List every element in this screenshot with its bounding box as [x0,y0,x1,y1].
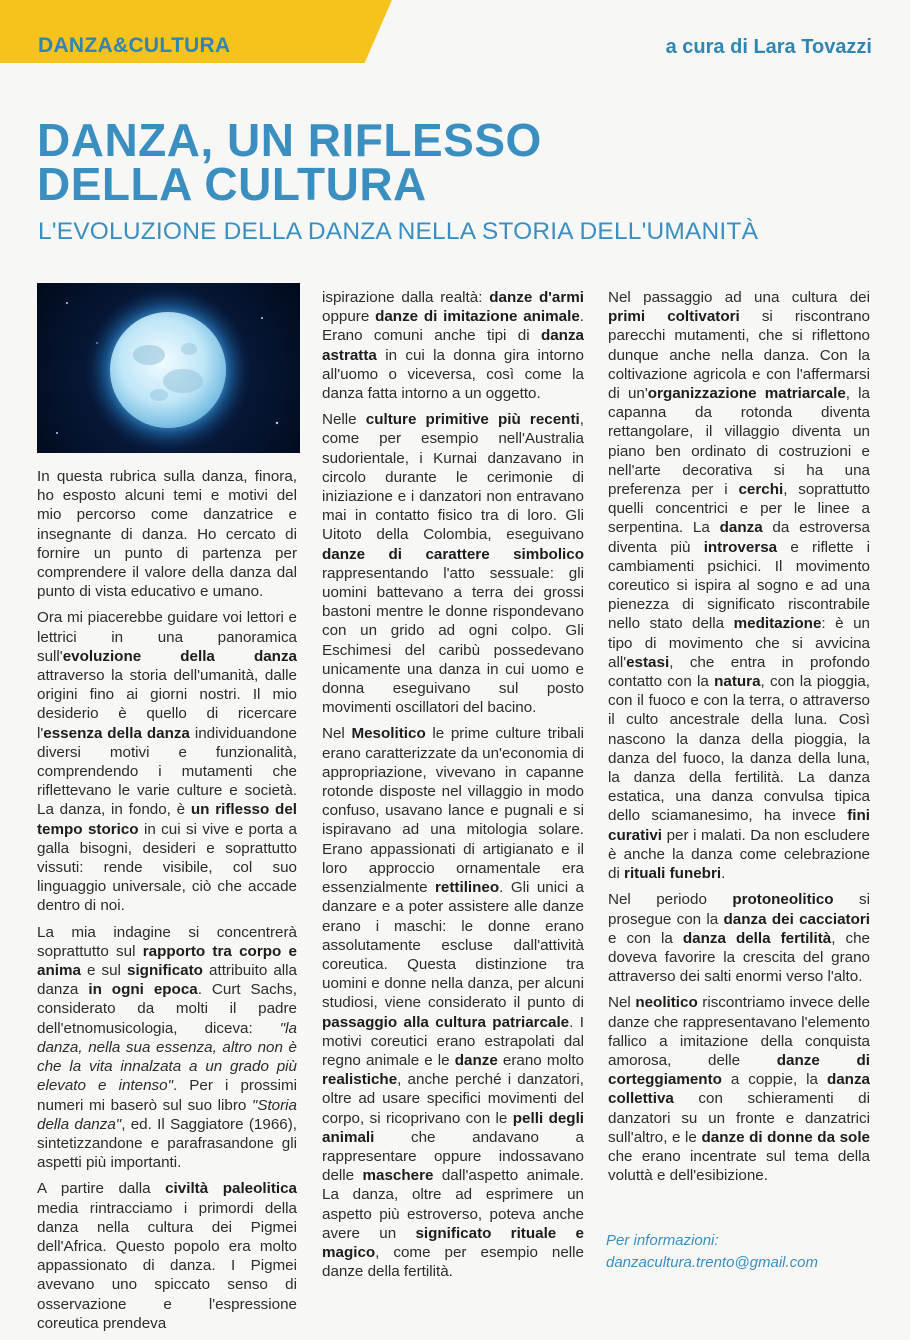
title-line-2: DELLA CULTURA [37,158,427,210]
article-column-3 [608,288,870,1192]
paragraph: ispirazione dalla realtà: danze d'armi oppure danze di imitazione animale. Erano comuni anche tipi di danza astratta in cui la donna gira intorno all'uomo o viceversa, così come la danza fatta intorno a un oggetto. [322,289,584,403]
paragraph: In questa rubrica sulla danza, finora, ho esposto alcuni temi e motivi del mio percorso come danzatrice e insegnante di danza. Ho cercato di fornire un punto di partenza per comprendere il valore della danza dal punto di vista educativo e umano. [37,468,297,601]
paragraph: Nelle culture primitive più recenti, come per esempio nell'Australia sudorientale, i Kurnai danzavano in circolo durante le cerimonie di iniziazione e i danzatori non entravano mai in contatto fisico tra di loro. Gli Uitoto della Colombia, eseguivano danze di carattere simbolico rappresentando l'atto sessuale: gli uomini battevano a terra dei grossi bastoni mentre le donne rispondevano con un grido ad ogni colpo. Gli Eschimesi del caribù possedevano unicamente una danza in cui uomo e donna eseguivano sul posto movimenti oscillatori del bacino. [322,411,584,717]
section-label: DANZA&CULTURA [38,34,231,57]
paragraph: Nel Mesolitico le prime culture tribali erano caratterizzate da un'economia di appropriazione, vivevano in capanne rotonde disposte nel villaggio in modo confuso, usavano lance e pugnali e si ispiravano ad una mitologia solare. Erano appassionati di artigianato e il loro approccio ornamentale era essenzialmente rettilineo. Gli unici a danzare e a poter assistere alle danze erano i maschi: le donne erano assolutamente escluse dall'attività coreutica. Questa distinzione tra uomini e donne nella danza, per alcuni studiosi, viene considerato il punto di passaggio alla cultura patriarcale. I motivi coreutici erano estrapolati dal regno animale e le danze erano molto realistiche, anche perché i danzatori, oltre ad usare specifici movimenti del corpo, si ricoprivano con le pelli degli animali che andavano a rappresentare oppure indossavano delle maschere dall'aspetto animale. La danza, oltre ad esprimere un aspetto più estroverso, poteva anche avere un significato rituale e magico, come per esempio nelle danze della fertilità. [322,725,585,1281]
contact-label: Per informazioni: [606,1232,719,1249]
article-title [37,114,737,210]
contact-email-link[interactable]: danzacultura.trento@gmail.com [606,1254,818,1271]
paragraph: Nel neolitico riscontriamo invece delle danze che rappresentavano l'elemento fallico a imitazione della conquista amorosa, delle danze di corteggiamento a coppie, la danza collettiva con schieramenti di danzatori su un fronte e danzatrici sull'altro, e le danze di donne da sole che erano incentrate sul tema della voluttà e dell'esibizione. [608,994,871,1185]
article-subtitle: L'EVOLUZIONE DELLA DANZA NELLA STORIA DELL'UMANITÀ [38,218,759,245]
article-column-1 [37,467,297,1340]
article-column-2 [322,288,584,1288]
moon-image [37,283,300,453]
title-line-1: DANZA, UN RIFLESSO [37,114,542,166]
paragraph: La mia indagine si concentrerà soprattutto sul rapporto tra corpo e anima e sul significato attribuito alla danza in ogni epoca. Curt Sachs, considerato da molti il padre dell'etnomusicologia, diceva: "la danza, nella sua essenza, altro non è che la vita innalzata a un grado più elevato e intenso". Per i prossimi numeri mi baserò sul suo libro "Storia della danza", ed. Il Saggiatore (1966), sintetizzandone e parafrasandone gli aspetti più importanti. [37,923,297,1172]
paragraph: Nel passaggio ad una cultura dei primi coltivatori si riscontrano parecchi mutamenti, che si riflettono dunque anche nella danza. Con la coltivazione agricola e con l'affermarsi di un'organizzazione matriarcale, la capanna da rotonda diventa rettangolare, il villaggio diventa un piano ben ordinato di costruzioni e nell'arte decorativa si ha una preferenza per i cerchi, soprattutto quelli concentrici e per le linee a serpentina. La danza da estroversa diventa più introversa e riflette i cambiamenti psichici. Il movimento coreutico si ispira al sogno e ad una pienezza di significato riscontrabile nello stato della meditazione: è un tipo di movimento che si avvicina all'estasi, che entra in profondo contatto con la natura, con la pioggia, con il fuoco e con la terra, o attraverso il culto ancestrale della luna. Così nascono la danza della pioggia, la danza del fuoco, la danza della luna, la danza della fertilità. La danza estatica, una danza convulsa tipica dello sciamanesimo, ha invece fini curativi per i malati. Da non escludere è anche la danza come celebrazione di rituali funebri. [608,289,871,883]
paragraph: Ora mi piacerebbe guidare voi lettori e lettrici in una panoramica sull'evoluzione della danza attraverso la storia dell'umanità, dalle origini fino ai giorni nostri. Il mio desiderio è quello di ricercare l'essenza della danza individuandone diversi motivi e funzionalità, comprendendo i mutamenti che riflettevano le varie culture e società. La danza, in fondo, è un riflesso del tempo storico in cui si vive e porta a galla bisogni, desideri e soprattutto vissuti: rende visibile, col suo linguaggio universale, ciò che accade dentro di noi. [37,609,298,915]
contact-info [606,1230,818,1274]
moon-photo [37,283,300,453]
paragraph: A partire dalla civiltà paleolitica media rintracciamo i primordi della danza nella cultura dei Pigmei dell'Africa. Questo popolo era molto appassionato di danza. I Pigmei avevano uno spiccato senso di osservazione e l'espressione coreutica prendeva [37,1180,297,1332]
author-byline: a cura di Lara Tovazzi [665,36,872,58]
paragraph: Nel periodo protoneolitico si prosegue con la danza dei cacciatori e con la danza della fertilità, che doveva favorire la crescita del grano attraverso dei salti enormi verso l'alto. [608,891,870,986]
